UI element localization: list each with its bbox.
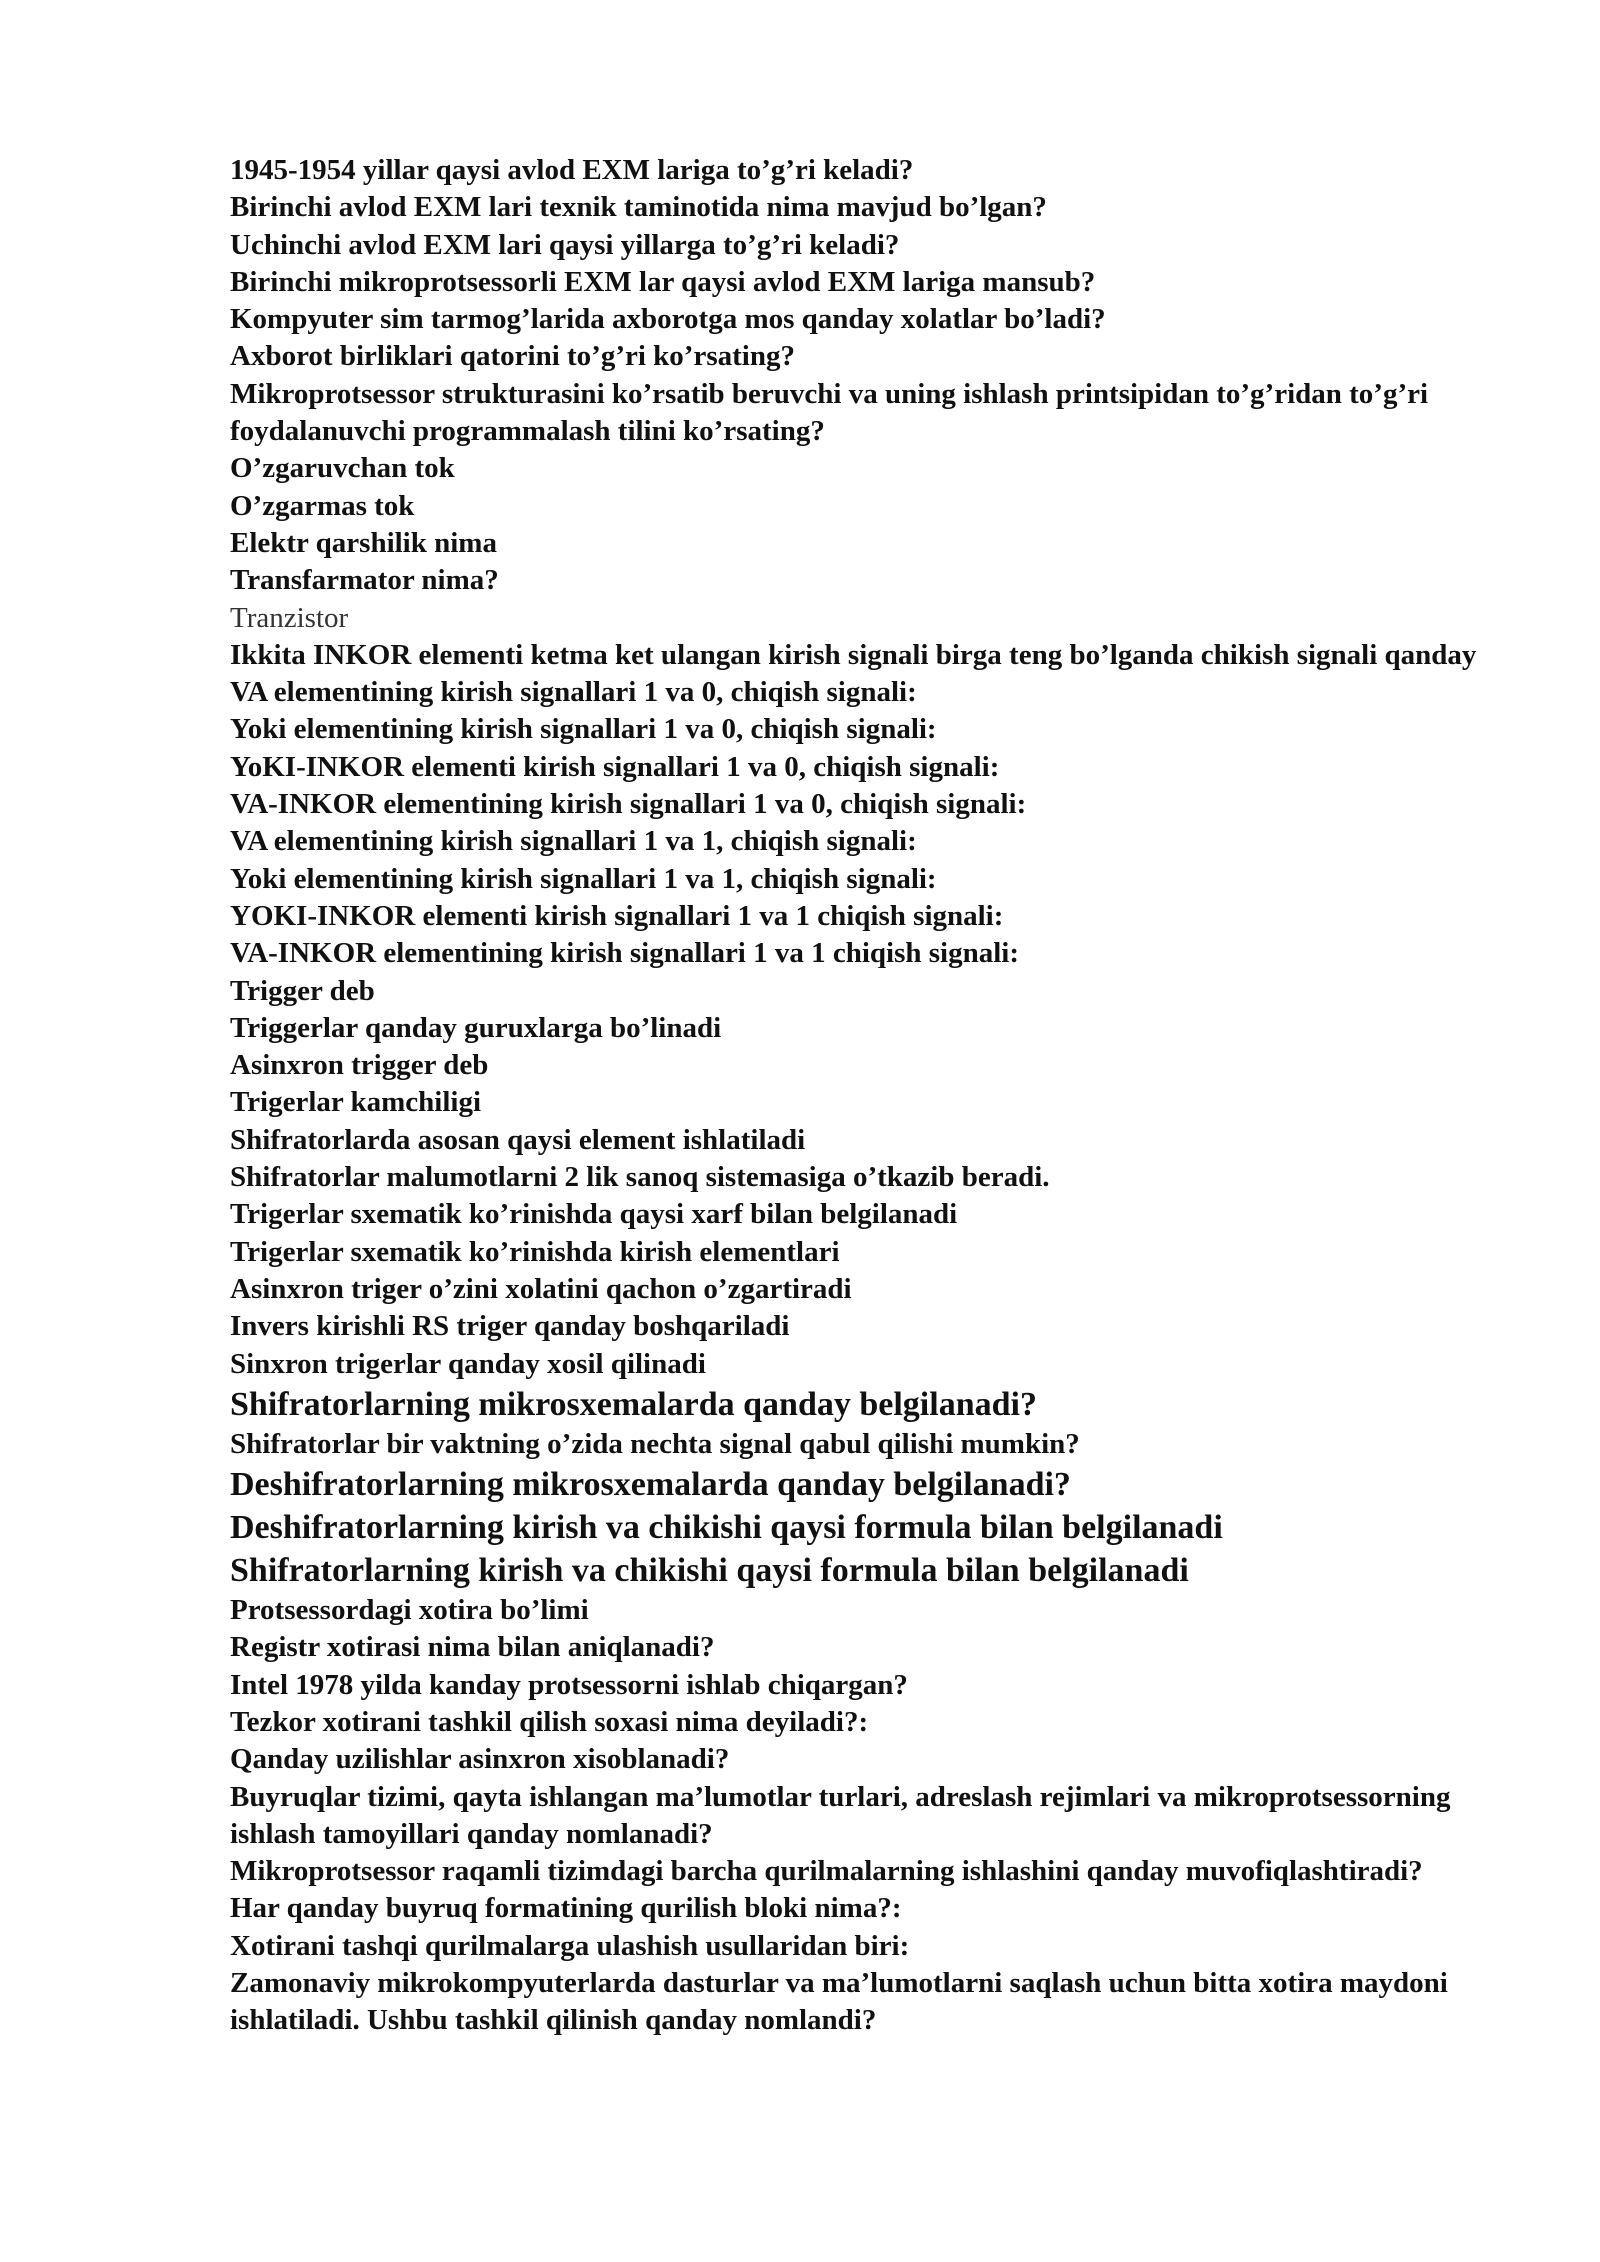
- question-line: VA elementining kirish signallari 1 va 0, chiqish signali:: [230, 676, 917, 709]
- question-line: Shifratorlarning kirish va chikishi qaysi formula bilan belgilanadi: [230, 1552, 1189, 1590]
- question-line: VA elementining kirish signallari 1 va 1, chiqish signali:: [230, 825, 917, 858]
- question-line: Transfarmator nima?: [230, 564, 499, 597]
- question-line: Registr xotirasi nima bilan aniqlanadi?: [230, 1631, 715, 1664]
- question-line: Zamonaviy mikrokompyuterlarda dasturlar va ma’lumotlarni saqlash uchun bitta xotira maydoni ishlatiladi. Ushbu tashkil qilinish qanday nomlandi?: [230, 1967, 1448, 2037]
- question-line: Protsessordagi xotira bo’limi: [230, 1594, 589, 1627]
- question-line: Asinxron triger o’zini xolatini qachon o’zgartiradi: [230, 1272, 852, 1305]
- question-line: Uchinchi avlod EXM lari qaysi yillarga to’g’ri keladi?: [230, 228, 900, 261]
- question-line: YOKI-INKOR elementi kirish signallari 1 va 1 chiqish signali:: [230, 899, 1004, 932]
- question-line: VA-INKOR elementining kirish signallari 1 va 1 chiqish signali:: [230, 937, 1020, 970]
- question-line: Shifratorlarda asosan qaysi element ishlatiladi: [230, 1123, 806, 1156]
- question-line: Buyruqlar tizimi, qayta ishlangan ma’lumotlar turlari, adreslash rejimlari va mikroprotsessorning ishlash tamoyillari qanday nomlanadi?: [230, 1780, 1451, 1850]
- question-line: Qanday uzilishlar asinxron xisoblanadi?: [230, 1743, 730, 1776]
- question-line: Xotirani tashqi qurilmalarga ulashish usullaridan biri:: [230, 1929, 910, 1962]
- question-line: Yoki elementining kirish signallari 1 va 1, chiqish signali:: [230, 862, 937, 895]
- question-line: YoKI-INKOR elementi kirish signallari 1 va 0, chiqish signali:: [230, 750, 1000, 783]
- question-line: Kompyuter sim tarmog’larida axborotga mos qanday xolatlar bo’ladi?: [230, 303, 1106, 336]
- question-line: Mikroprotsessor raqamli tizimdagi barcha qurilmalarning ishlashini qanday muvofiqlashtiradi?: [230, 1855, 1423, 1888]
- question-line: Elektr qarshilik nima: [230, 526, 497, 559]
- question-line: Shifratorlar bir vaktning o’zida nechta signal qabul qilishi mumkin?: [230, 1427, 1080, 1460]
- question-line: Mikroprotsessor strukturasini ko’rsatib beruvchi va uning ishlash printsipidan to’g’ridan to’g’ri foydalanuvchi programmalash tilini ko’rsating?: [230, 377, 1429, 448]
- question-line: Tranzistor: [230, 601, 349, 634]
- question-line: Axborot birliklari qatorini to’g’ri ko’rsating?: [230, 340, 795, 373]
- question-line: Yoki elementining kirish signallari 1 va 0, chiqish signali:: [230, 713, 937, 746]
- question-line: 1945-1954 yillar qaysi avlod EXM lariga to’g’ri keladi?: [230, 154, 914, 186]
- question-line: Birinchi avlod EXM lari texnik taminotida nima mavjud bo’lgan?: [230, 191, 1047, 224]
- question-line: Triggerlar qanday guruxlarga bo’linadi: [230, 1011, 722, 1044]
- question-line: Ikkita INKOR elementi ketma ket ulangan kirish signali birga teng bo’lganda chikish signali qanday: [230, 638, 1477, 671]
- question-line: Har qanday buyruq formatining qurilish bloki nima?:: [230, 1892, 902, 1925]
- question-line: Shifratorlar malumotlarni 2 lik sanoq sistemasiga o’tkazib beradi.: [230, 1161, 1050, 1194]
- question-line: Shifratorlarning mikrosxemalarda qanday belgilanadi?: [230, 1385, 1037, 1423]
- question-line: Trigerlar kamchiligi: [230, 1086, 482, 1119]
- question-line: Trigerlar sxematik ko’rinishda qaysi xarf bilan belgilanadi: [230, 1198, 958, 1231]
- question-line: Deshifratorlarning kirish va chikishi qaysi formula bilan belgilanadi: [230, 1509, 1223, 1547]
- question-line: Sinxron trigerlar qanday xosil qilinadi: [230, 1347, 706, 1380]
- question-line: Trigerlar sxematik ko’rinishda kirish elementlari: [230, 1235, 840, 1268]
- question-list: [230, 152, 1480, 2040]
- question-line: Birinchi mikroprotsessorli EXM lar qaysi avlod EXM lariga mansub?: [230, 265, 1096, 298]
- question-line: Asinxron trigger deb: [230, 1049, 489, 1082]
- question-line: Deshifratorlarning mikrosxemalarda qanday belgilanadi?: [230, 1466, 1071, 1504]
- question-line: VA-INKOR elementining kirish signallari 1 va 0, chiqish signali:: [230, 788, 1027, 821]
- question-line: Trigger deb: [230, 974, 375, 1007]
- question-line: O’zgarmas tok: [230, 489, 415, 522]
- question-line: Invers kirishli RS triger qanday boshqariladi: [230, 1310, 790, 1343]
- question-line: O’zgaruvchan tok: [230, 452, 455, 485]
- question-line: Intel 1978 yilda kanday protsessorni ishlab chiqargan?: [230, 1668, 908, 1701]
- question-line: Tezkor xotirani tashkil qilish soxasi nima deyiladi?:: [230, 1705, 869, 1738]
